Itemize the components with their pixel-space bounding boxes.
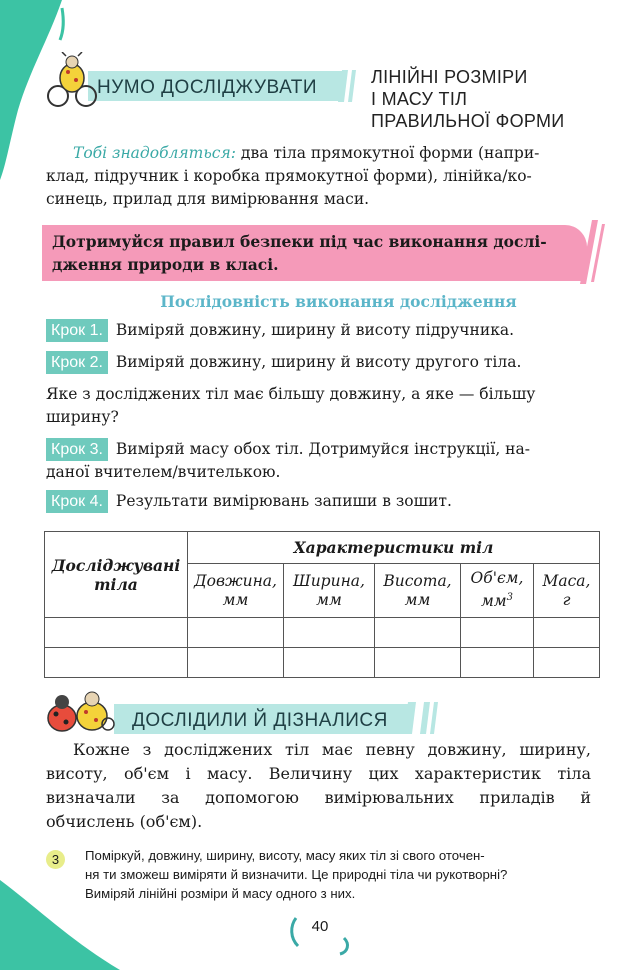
- banner-stripes-icon: [338, 68, 364, 104]
- step-badge: Крок 4.: [46, 490, 108, 513]
- needs-text-line: клад, підручник і коробка прямокутної форми), лінійка/ко-: [46, 167, 532, 185]
- task-line: ня ти зможеш виміряти й визначити. Це природні тіла чи рукотворні?: [85, 867, 508, 882]
- task-text: [85, 846, 600, 903]
- table-header-length: Довжина, мм: [188, 564, 284, 618]
- step-1: [46, 319, 514, 342]
- beetles-icon: [42, 688, 116, 736]
- title-line: ПРАВИЛЬНОЇ ФОРМИ: [371, 111, 565, 131]
- table-header-height: Висота, мм: [375, 564, 461, 618]
- task-number-badge: 3: [46, 850, 65, 869]
- step-3-continuation: даної вчителем/вчителькою.: [46, 463, 281, 481]
- step-badge: Крок 1.: [46, 319, 108, 342]
- section-label-explore: НУМО ДОСЛІДЖУВАТИ: [97, 77, 318, 98]
- sequence-title: Послідовність виконання дослідження: [160, 292, 517, 311]
- needs-text-line: синець, прилад для вимірювання маси.: [46, 190, 370, 208]
- banner-stripes-icon: [404, 700, 440, 736]
- table-header-bodies: Досліджувані тіла: [45, 532, 188, 618]
- table-header-mass: Маса, г: [534, 564, 600, 618]
- table-header-volume: Об'єм, $мм^3$: [461, 564, 534, 618]
- step-text: Виміряй довжину, ширину й висоту підручника.: [115, 321, 515, 339]
- page-number: 40: [311, 918, 329, 935]
- step-3: [46, 438, 530, 461]
- safety-text: [52, 230, 582, 276]
- table-header-width: Ширина, мм: [284, 564, 375, 618]
- title-line: І МАСУ ТІЛ: [371, 89, 468, 109]
- table-row: [45, 648, 600, 678]
- table-header-characteristics: Характеристики тіл: [188, 532, 600, 564]
- step-4: [46, 490, 452, 513]
- section-label-results: ДОСЛІДИЛИ Й ДІЗНАЛИСЯ: [132, 710, 388, 731]
- conclusion-line: висоту, об'єм і масу. Величину цих характеристик тіла: [46, 764, 591, 783]
- question-line: Яке з досліджених тіл має більшу довжину, а яке — більшу: [46, 385, 536, 403]
- conclusion-paragraph: [46, 738, 591, 834]
- task-line: Виміряй лінійні розміри й масу одного з них.: [85, 886, 356, 901]
- page-title: [371, 66, 565, 132]
- results-table: [44, 531, 600, 678]
- task-line: Поміркуй, довжину, ширину, висоту, масу яких тіл зі свого оточен-: [85, 848, 485, 863]
- needs-text-line: два тіла прямокутної форми (напри-: [240, 144, 540, 162]
- step-text: Результати вимірювань запиши в зошит.: [115, 492, 452, 510]
- question-line: ширину?: [46, 408, 119, 426]
- needs-label: Тобі знадобляться:: [73, 144, 236, 162]
- beetle-bicycle-icon: [44, 52, 100, 110]
- conclusion-line: Кожне з досліджених тіл має певну довжину, ширину,: [73, 740, 591, 759]
- conclusion-line: обчислень (об'єм).: [46, 812, 203, 831]
- needs-paragraph: [46, 142, 606, 211]
- table-row: [45, 618, 600, 648]
- safety-line: Дотримуйся правил безпеки під час виконання дослі-: [52, 232, 547, 251]
- safety-line: дження природи в класі.: [52, 255, 279, 274]
- step-text: Виміряй масу обох тіл. Дотримуйся інструкції, на-: [115, 440, 530, 458]
- step-text: Виміряй довжину, ширину й висоту другого тіла.: [115, 353, 522, 371]
- question-paragraph: [46, 383, 606, 429]
- title-line: ЛІНІЙНІ РОЗМІРИ: [371, 67, 528, 87]
- conclusion-line: визначали за допомогою вимірювальних приладів й: [46, 788, 591, 807]
- step-badge: Крок 3.: [46, 438, 108, 461]
- safety-stripes-icon: [578, 220, 606, 286]
- step-badge: Крок 2.: [46, 351, 108, 374]
- step-2: [46, 351, 521, 374]
